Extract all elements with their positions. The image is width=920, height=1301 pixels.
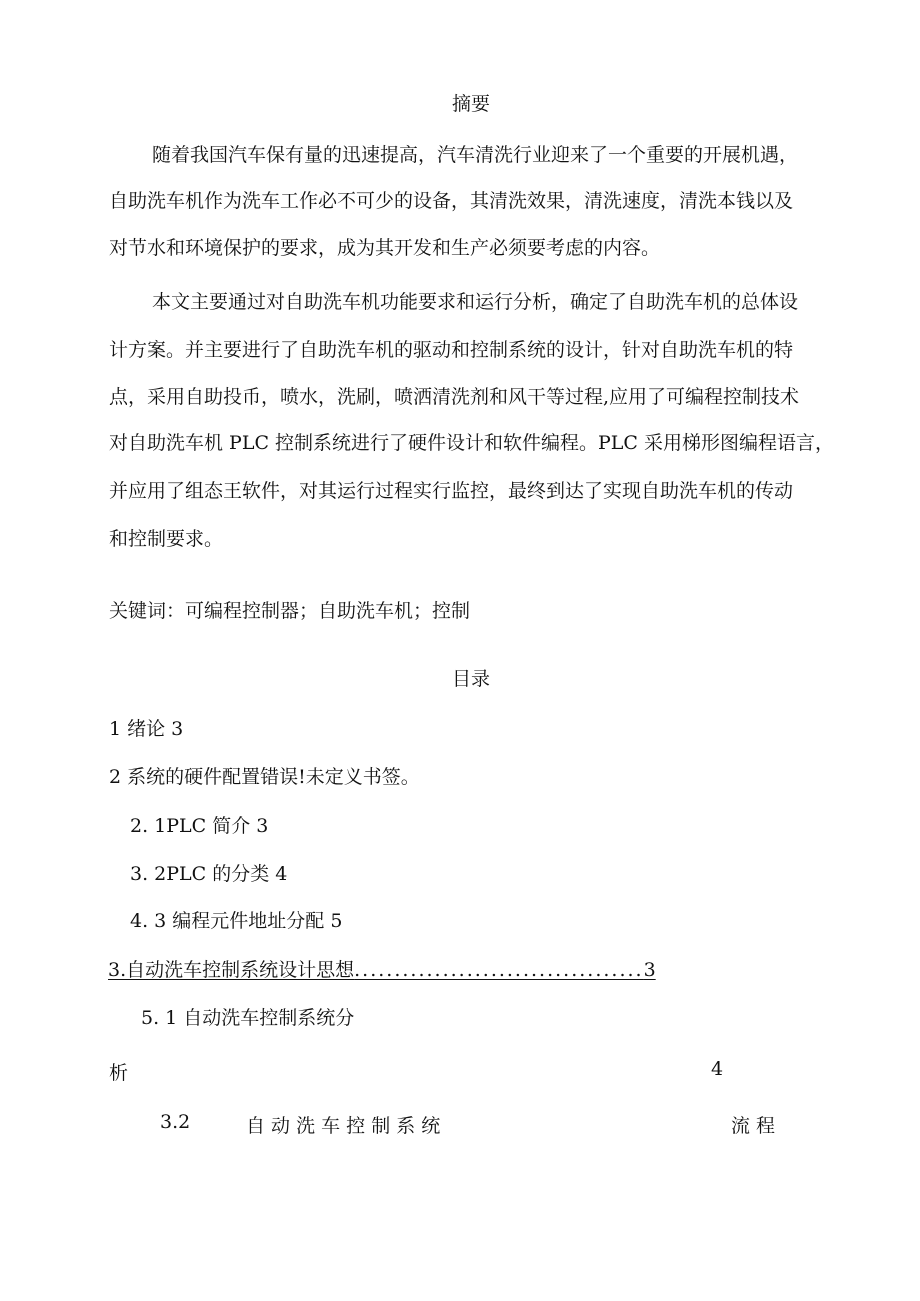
toc-entry[interactable]: 2. 1PLC 简介 3 <box>130 815 269 837</box>
abstract-heading: 摘要 <box>452 93 491 115</box>
toc-entry-text: 3.自动洗车控制系统设计思想 <box>108 959 355 981</box>
toc-page-number: 3 <box>643 959 656 981</box>
toc-entry[interactable]: 2 系统的硬件配置错误!未定义书签。 <box>109 766 420 788</box>
toc-entry-continuation: 析 <box>109 1062 129 1084</box>
keywords: 关键词：可编程控制器；自助洗车机；控制 <box>109 600 471 622</box>
abstract-line: 和控制要求。 <box>109 528 224 550</box>
toc-entry-text[interactable]: 自 动 洗 车 控 制 系 统 <box>246 1115 441 1137</box>
abstract-line: 并应用了组态王软件，对其运行过程实行监控，最终到达了实现自助洗车机的传动 <box>109 480 794 502</box>
abstract-line: 点，采用自助投币，喷水，洗刷，喷洒清洗剂和风干等过程,应用了可编程控制技术 <box>109 386 800 408</box>
abstract-line: 计方案。并主要进行了自助洗车机的驱动和控制系统的设计，针对自助洗车机的特 <box>109 339 794 361</box>
toc-entry-text[interactable]: 流 程 <box>731 1115 776 1137</box>
abstract-line: 对自助洗车机 PLC 控制系统进行了硬件设计和软件编程。PLC 采用梯形图编程语言， <box>109 432 834 454</box>
abstract-line: 对节水和环境保护的要求，成为其开发和生产必须要考虑的内容。 <box>109 237 661 259</box>
toc-leader-dots: .................................... <box>354 959 644 981</box>
abstract-line: 本文主要通过对自助洗车机功能要求和运行分析，确定了自助洗车机的总体设 <box>152 291 799 313</box>
abstract-line: 自助洗车机作为洗车工作必不可少的设备，其清洗效果，清洗速度，清洗本钱以及 <box>109 190 794 212</box>
toc-page-number: 4 <box>711 1058 724 1080</box>
toc-entry[interactable]: 3. 2PLC 的分类 4 <box>130 863 288 885</box>
abstract-line: 随着我国汽车保有量的迅速提高，汽车清洗行业迎来了一个重要的开展机遇， <box>152 144 799 166</box>
toc-entry[interactable]: 5. 1 自动洗车控制系统分 <box>141 1007 355 1029</box>
toc-entry-number[interactable]: 3.2 <box>160 1111 191 1133</box>
toc-heading: 目录 <box>452 668 491 690</box>
toc-entry[interactable]: 1 绪论 3 <box>109 718 184 740</box>
toc-entry-link[interactable] <box>108 955 758 982</box>
toc-entry[interactable]: 4. 3 编程元件地址分配 5 <box>130 910 343 932</box>
